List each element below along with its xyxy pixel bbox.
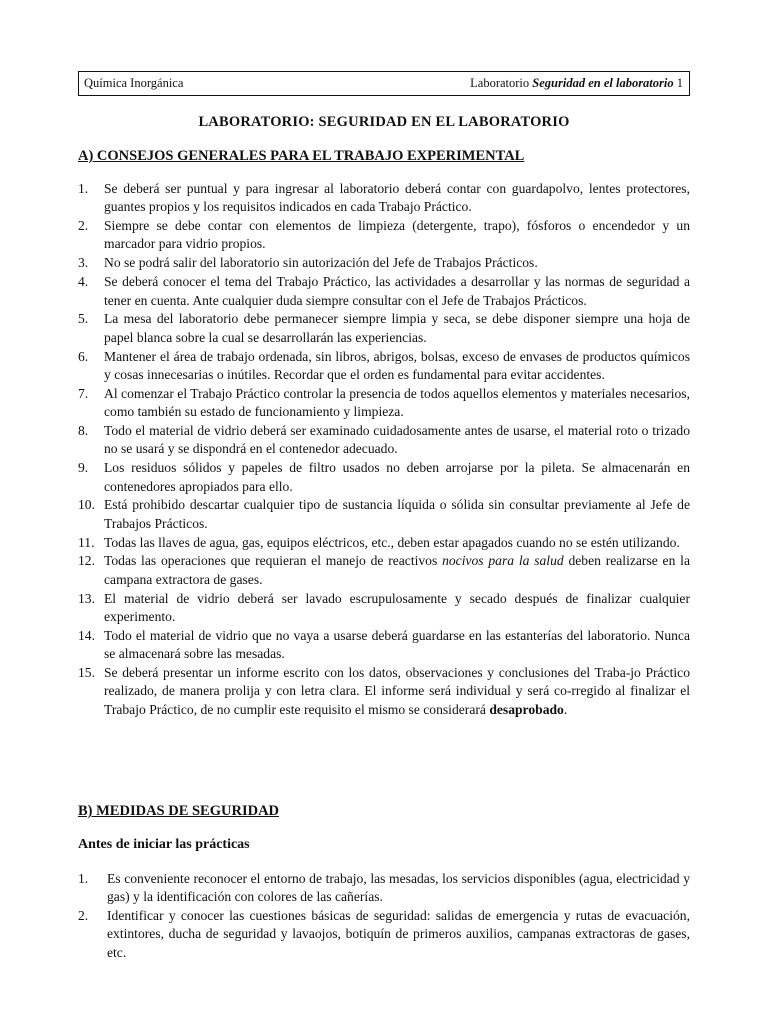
- header-course: Química Inorgánica: [84, 76, 184, 90]
- list-item: 6. Mantener el área de trabajo ordenada, sin libros, abrigos, bolsas, exceso de envases de productos químicos y cosas innecesarias o inútiles. Recordar que el orden es fundamental para evitar accidentes.: [78, 348, 690, 382]
- list-item: 2. Identificar y conocer las cuestiones básicas de seguridad: salidas de emergencia y rutas de evacuación, extintores, ducha de seguridad y lavaojos, botiquín de primeros auxilios, campanas extractoras de gases, etc.: [78, 908, 690, 960]
- page-header: [78, 71, 690, 96]
- header-lab-title: Laboratorio Seguridad en el laboratorio 1: [470, 76, 683, 90]
- list-item: 12. Todas las operaciones que requieran el manejo de reactivos nocivos para la salud deben realizarse en la campana extractora de gases.: [78, 553, 690, 587]
- list-item: 15. Se deberá presentar un informe escrito con los datos, observaciones y conclusiones del Traba-jo Práctico realizado, de manera prolija y con letra clara. El informe será individual y será co-rregido al finalizar el Trabajo Práctico, de no cumplir este requisito el mismo se considerará desaprobado.: [78, 665, 690, 717]
- list-item: 11. Todas las llaves de agua, gas, equipos eléctricos, etc., deben estar apagados cuando no se estén utilizando.: [78, 534, 680, 550]
- list-item: 14. Todo el material de vidrio que no vaya a usarse deberá guardarse en las estanterías del laboratorio. Nunca se almacenará sobre las mesadas.: [78, 627, 690, 662]
- list-item: 9. Los residuos sólidos y papeles de filtro usados no deben arrojarse por la pileta. Se almacenarán en contenedores apropiados para ello.: [78, 460, 690, 494]
- list-item: 5. La mesa del laboratorio debe permanecer siempre limpia y seca, se debe disponer siempre una hoja de papel blanca sobre la cual se desarrollarán las experiencias.: [78, 311, 690, 345]
- list-item: 1. Es conveniente reconocer el entorno de trabajo, las mesadas, los servicios disponibles (agua, electricidad y gas) y la identificación con colores de las cañerías.: [78, 871, 690, 905]
- section-a-heading: A) CONSEJOS GENERALES PARA EL TRABAJO EXPERIMENTAL: [78, 148, 525, 164]
- list-item: 10. Está prohibido descartar cualquier tipo de sustancia líquida o sólida sin consultar previamente al Jefe de Trabajos Prácticos.: [78, 497, 690, 531]
- section-b-subheading: Antes de iniciar las prácticas: [78, 837, 250, 852]
- header-lab-topic: Seguridad en el laboratorio: [532, 76, 674, 90]
- list-item: 2. Siempre se debe contar con elementos de limpieza (detergente, trapo), fósforos o encendedor y un marcador para vidrio propios.: [78, 218, 690, 252]
- list-item: 8. Todo el material de vidrio deberá ser examinado cuidadosamente antes de usarse, el material roto o trizado no se usará y se dispondrá en el contenedor adecuado.: [78, 423, 690, 457]
- list-item: 7. Al comenzar el Trabajo Práctico controlar la presencia de todos aquellos elementos y materiales necesarios, como también su estado de funcionamiento y limpieza.: [78, 385, 690, 420]
- general-advice-list: [78, 180, 690, 720]
- document-title: LABORATORIO: SEGURIDAD EN EL LABORATORIO: [198, 114, 570, 130]
- header-page-number: 1: [673, 76, 683, 90]
- list-item: 13. El material de vidrio deberá ser lavado escrupulosamente y secado después de finalizar cualquier experimento.: [78, 590, 690, 624]
- section-b-heading: B) MEDIDAS DE SEGURIDAD: [78, 803, 280, 819]
- list-item: 1. Se deberá ser puntual y para ingresar al laboratorio deberá contar con guardapolvo, lentes protectores, guantes propios y los requisitos indicados en cada Trabajo Práctico.: [78, 181, 690, 215]
- list-item: 3. No se podrá salir del laboratorio sin autorización del Jefe de Trabajos Prácticos.: [78, 255, 538, 271]
- list-item: 4. Se deberá conocer el tema del Trabajo Práctico, las actividades a desarrollar y las normas de seguridad a tener en cuenta. Ante cualquier duda siempre consultar con el Jefe de Trabajos Prácticos.: [78, 274, 690, 308]
- safety-measures-list: [78, 870, 690, 963]
